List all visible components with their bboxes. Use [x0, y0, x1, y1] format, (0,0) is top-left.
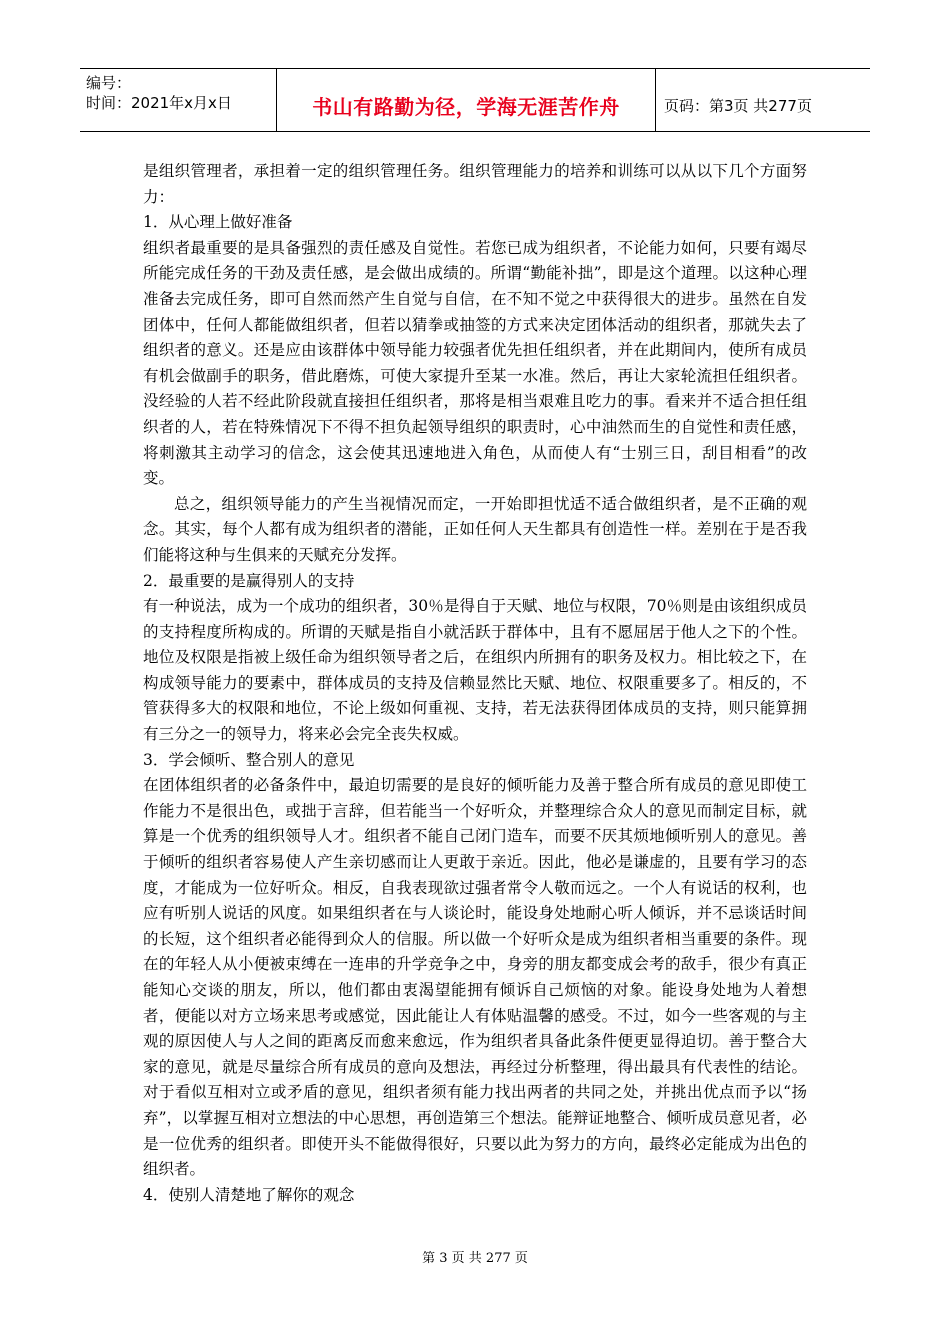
paragraph: 组织者最重要的是具备强烈的责任感及自觉性。若您已成为组织者，不论能力如何，只要有竭尽所能完成任务的干劲及责任感，是会做出成绩的。所谓“勤能补拙”，即是这个道理。以这种心理准备去完成任务，即可自然而然产生自觉与自信，在不知不觉之中获得很大的进步。虽然在自发团体中，任何人都能做组织者，但若以猜拳或抽签的方式来决定团体活动的组织者，那就失去了组织者的意义。还是应由该群体中领导能力较强者优先担任组织者，并在此期间内，使所有成员有机会做副手的职务，借此磨炼，可使大家提升至某一水准。然后，再让大家轮流担任组织者。没经验的人若不经此阶段就直接担任组织者，那将是相当艰难且吃力的事。看来并不适合担任组织者的人，若在特殊情况下不得不担负起领导组织的职责时，心中油然而生的自觉性和责任感，将刺激其主动学习的信念，这会使其迅速地进入角色，从而使人有“士别三日，刮目相看”的改变。: [143, 238, 807, 488]
section-heading-2: 2．最重要的是赢得别人的支持: [143, 571, 355, 590]
header-motto: 书山有路勤为径，学海无涯苦作舟: [276, 69, 656, 131]
paragraph: 有一种说法，成为一个成功的组织者，30％是得自于天赋、地位与权限，70％则是由该组织成员的支持程度所构成的。所谓的天赋是指自小就活跃于群体中，且有不愿屈居于他人之下的个性。地位及权限是指被上级任命为组织领导者之后，在组织内所拥有的职务及权力。相比较之下，在构成领导能力的要素中，群体成员的支持及信赖显然比天赋、地位、权限重要多了。相反的，不管获得多大的权限和地位，不论上级如何重视、支持，若无法获得团体成员的支持，则只能算拥有三分之一的领导力，将来必会完全丧失权威。: [143, 597, 807, 744]
date-label: 时间：2021年x月x日: [86, 94, 232, 112]
number-label: 编号：: [86, 74, 132, 92]
section-heading-4: 4．使别人清楚地了解你的观念: [143, 1185, 355, 1204]
header-page-number: 页码：第3页 共277页: [664, 96, 812, 115]
section-heading-3: 3．学会倾听、整合别人的意见: [143, 750, 355, 769]
paragraph-continuation: 是组织管理者，承担着一定的组织管理任务。组织管理能力的培养和训练可以从以下几个方面努力：: [143, 162, 807, 206]
page-footer: 第 3 页 共 277 页: [422, 1251, 528, 1266]
document-body: [143, 159, 807, 1208]
header-meta: [80, 69, 276, 131]
section-heading-1: 1．从心理上做好准备: [143, 213, 293, 232]
page-header: [80, 68, 870, 132]
paragraph: 在团体组织者的必备条件中，最迫切需要的是良好的倾听能力及善于整合所有成员的意见即使工作能力不是很出色，或拙于言辞，但若能当一个好听众，并整理综合众人的意见而制定目标，就算是一个优秀的组织领导人才。组织者不能自己闭门造车，而要不厌其烦地倾听别人的意见。善于倾听的组织者容易使人产生亲切感而让人更敢于亲近。因此，他必是谦虚的，且要有学习的态度，才能成为一位好听众。相反，自我表现欲过强者常令人敬而远之。一个人有说话的权利，也应有听别人说话的风度。如果组织者在与人谈论时，能设身处地耐心听人倾诉，并不忌谈话时间的长短，这个组织者必能得到众人的信服。所以做一个好听众是成为组织者相当重要的条件。现在的年轻人从小便被束缚在一连串的升学竞争之中，身旁的朋友都变成会考的敌手，很少有真正能知心交谈的朋友，所以，他们都由衷渴望能拥有倾诉自己烦恼的对象。能设身处地为人着想者，便能以对方立场来思考或感觉，因此能让人有体贴温馨的感受。不过，如今一些客观的与主观的原因使人与人之间的距离反而愈来愈远，作为组织者具备此条件便更显得迫切。善于整合大家的意见，就是尽量综合所有成员的意向及想法，再经过分析整理，得出最具有代表性的结论。对于看似互相对立或矛盾的意见，组织者须有能力找出两者的共同之处，并挑出优点而予以“扬弃”，以掌握互相对立想法的中心思想，再创造第三个想法。能辩证地整合、倾听成员意见者，必是一位优秀的组织者。即使开头不能做得很好，只要以此为努力的方向，最终必定能成为出色的组织者。: [143, 776, 807, 1179]
paragraph-summary: 总之，组织领导能力的产生当视情况而定，一开始即担忧适不适合做组织者，是不正确的观念。其实，每个人都有成为组织者的潜能，正如任何人天生都具有创造性一样。差别在于是否我们能将这种与生俱来的天赋充分发挥。: [143, 494, 807, 564]
